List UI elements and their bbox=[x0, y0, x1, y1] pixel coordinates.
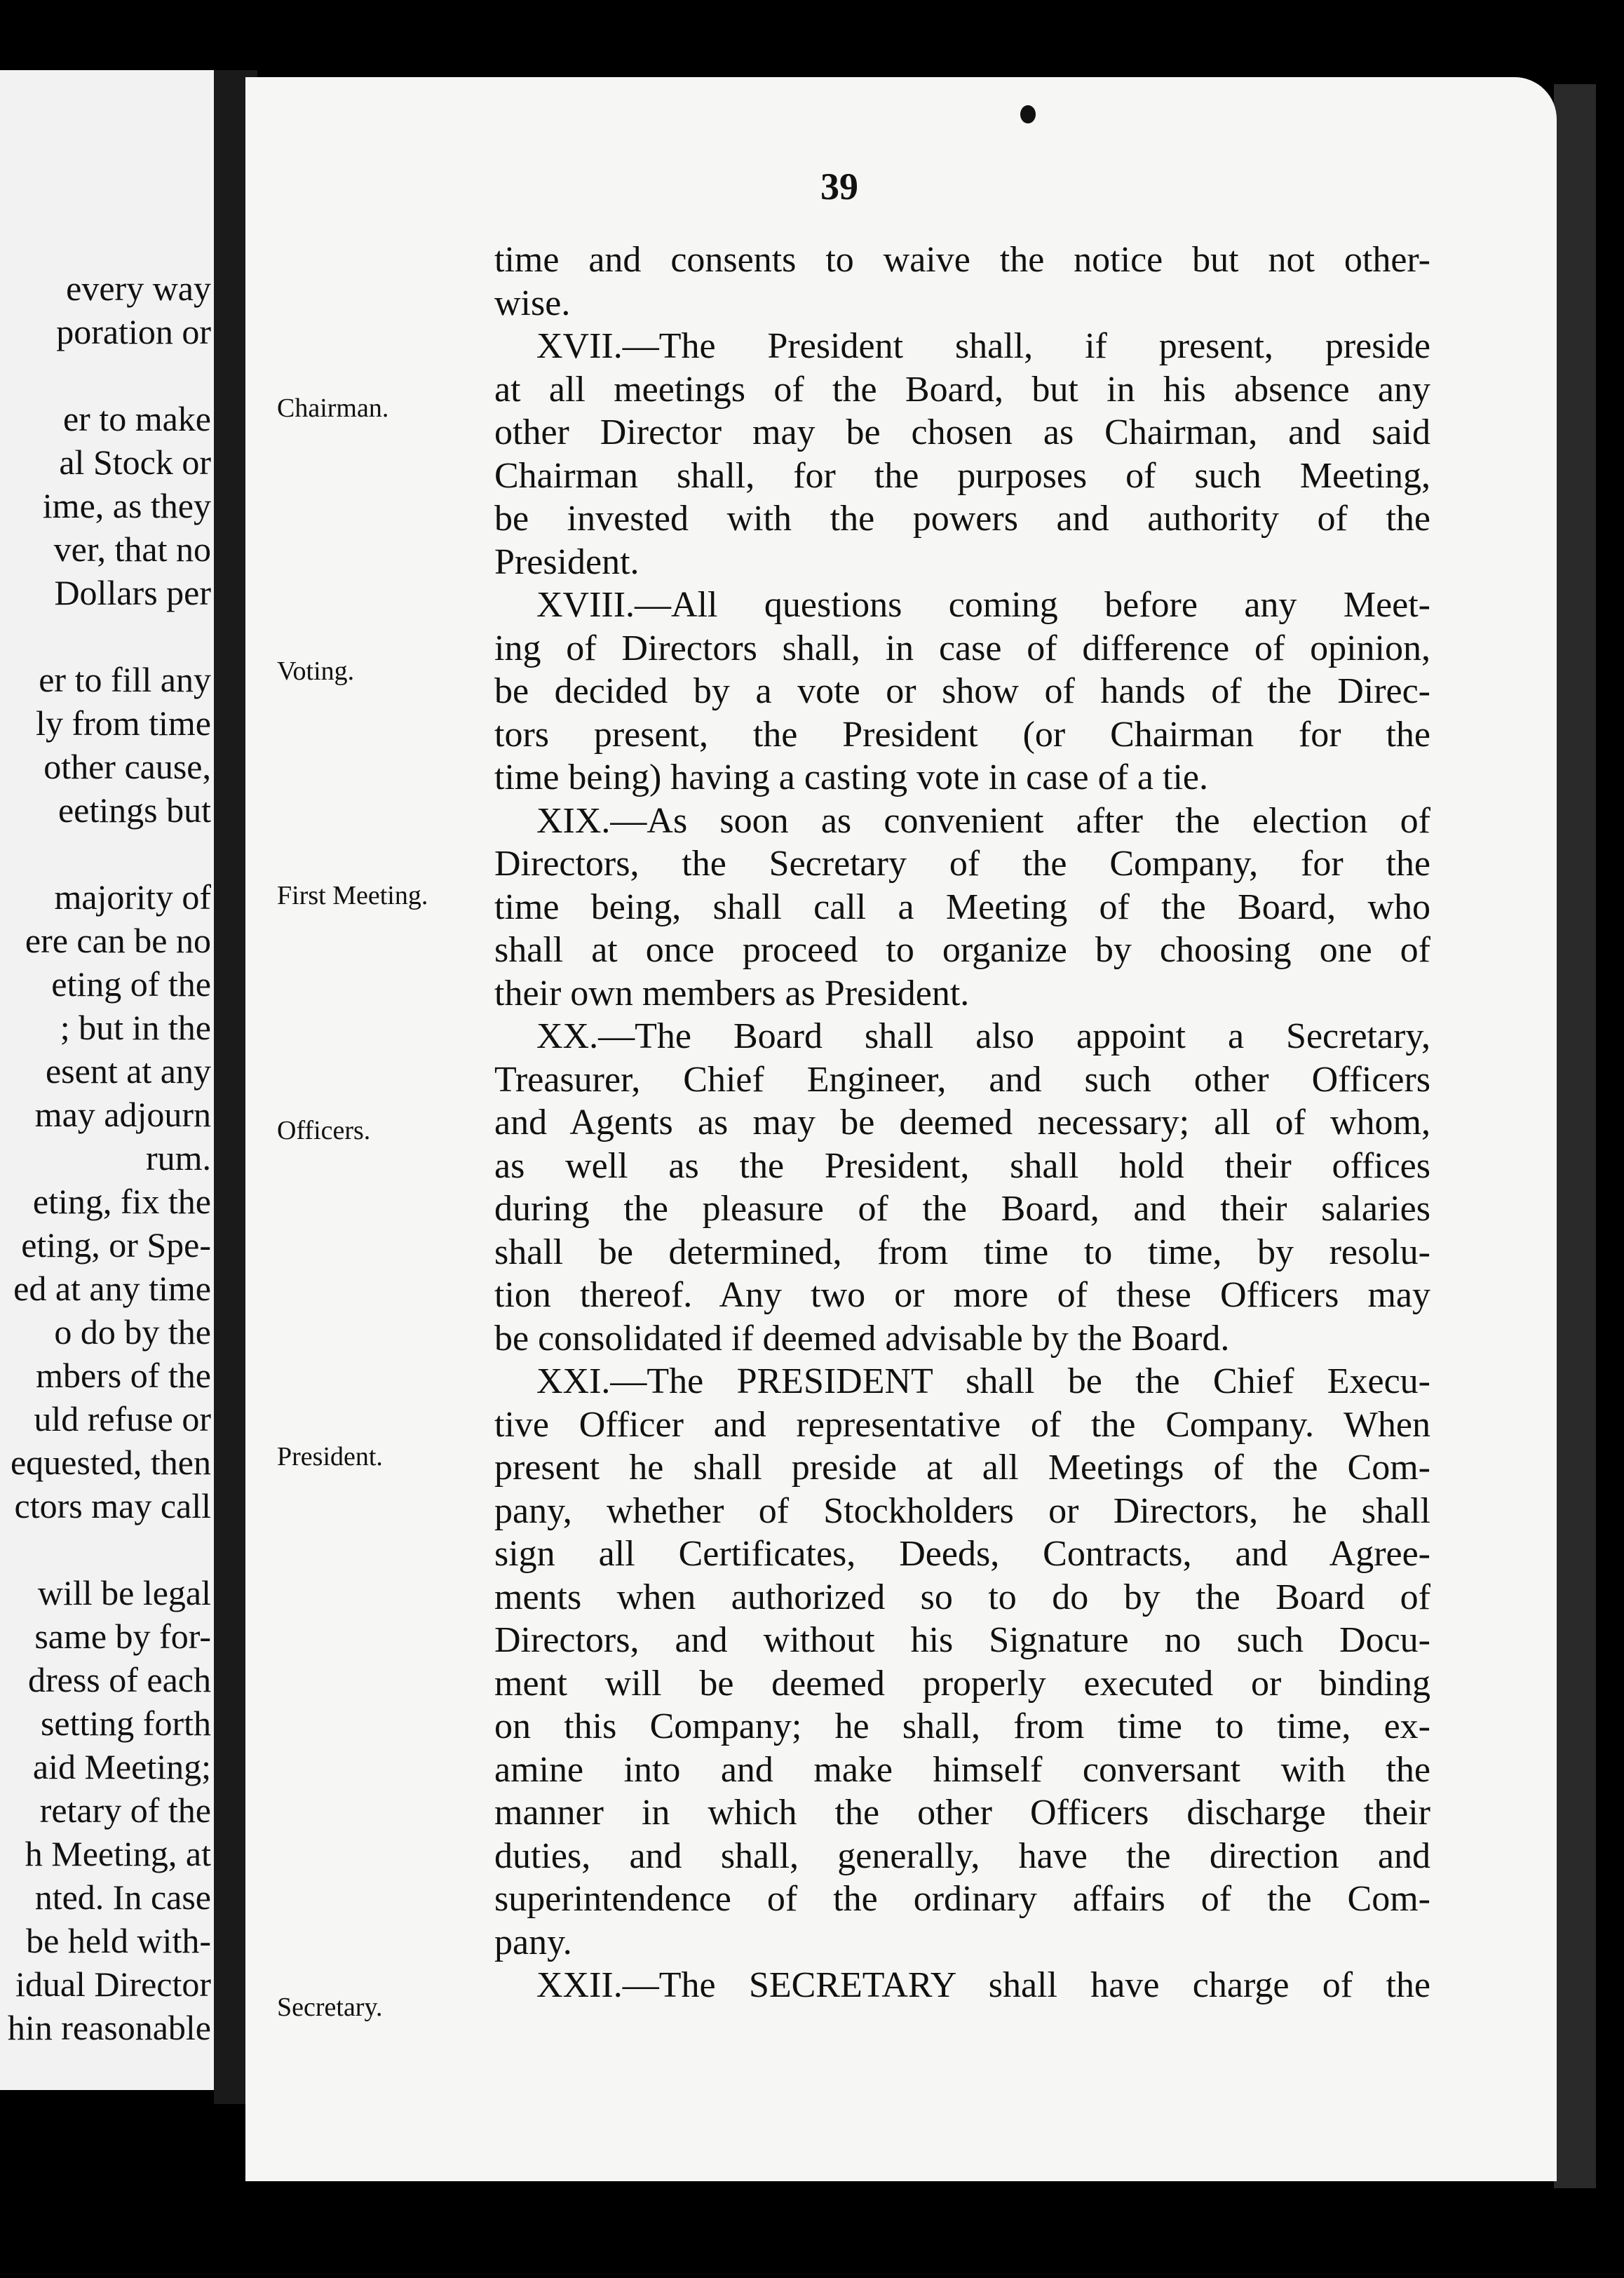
facing-line: idual Director bbox=[15, 1964, 211, 2004]
text-line: ments when authorized so to do by the Board of bbox=[494, 1577, 1430, 1617]
facing-line: be held with- bbox=[26, 1921, 211, 1960]
facing-line: h Meeting, at bbox=[25, 1834, 211, 1873]
margin-note-president: President. bbox=[277, 1442, 383, 1471]
text-line: at all meetings of the Board, but in his absence any bbox=[494, 369, 1430, 410]
facing-line: eetings but bbox=[57, 790, 211, 830]
text-line: wise. bbox=[494, 283, 571, 323]
facing-line: eting of the bbox=[51, 964, 211, 1004]
facing-line: mbers of the bbox=[36, 1356, 211, 1395]
text-line: Directors, and without his Signature no such Docu- bbox=[494, 1620, 1430, 1660]
text-line: Treasurer, Chief Engineer, and such other Officers bbox=[494, 1059, 1430, 1100]
text-line: manner in which the other Officers discharge their bbox=[494, 1793, 1430, 1833]
margin-note-voting: Voting. bbox=[277, 656, 355, 686]
text-line: pany, whether of Stockholders or Directors, he shall bbox=[494, 1490, 1430, 1531]
text-line: amine into and make himself conversant with the bbox=[494, 1749, 1430, 1790]
facing-line: ere can be no bbox=[25, 921, 211, 960]
margin-note-chairman: Chairman. bbox=[277, 393, 389, 423]
facing-line: setting forth bbox=[40, 1704, 211, 1743]
text-line: on this Company; he shall, from time to time, ex- bbox=[494, 1706, 1430, 1746]
text-line: tive Officer and representative of the Company. When bbox=[494, 1404, 1430, 1445]
margin-note-first-meeting: First Meeting. bbox=[277, 881, 428, 910]
text-line: ment will be deemed properly executed or binding bbox=[494, 1663, 1430, 1704]
text-line: and Agents as may be deemed necessary; all of whom, bbox=[494, 1103, 1430, 1143]
facing-line: majority of bbox=[54, 877, 211, 917]
text-line: ing of Directors shall, in case of difference of opinion, bbox=[494, 628, 1430, 668]
section-heading-line: XXI.—The PRESIDENT shall be the Chief Execu- bbox=[536, 1361, 1430, 1401]
text-line: be invested with the powers and authority of the bbox=[494, 499, 1430, 539]
text-line: their own members as President. bbox=[494, 973, 970, 1013]
facing-line: ly from time bbox=[36, 703, 211, 743]
text-line: other Director may be chosen as Chairman, and said bbox=[494, 412, 1430, 452]
facing-line: ver, that no bbox=[53, 530, 211, 569]
page-number: 39 bbox=[820, 166, 858, 208]
facing-line: nted. In case bbox=[34, 1878, 211, 1917]
text-line: shall at once proceed to organize by choosing one of bbox=[494, 930, 1430, 970]
facing-page-text bbox=[0, 267, 214, 2049]
text-line: be decided by a vote or show of hands of the Direc- bbox=[494, 671, 1430, 711]
page-edge bbox=[1554, 84, 1596, 2188]
section-heading-line: XIX.—As soon as convenient after the election of bbox=[536, 800, 1430, 841]
facing-gap bbox=[0, 614, 214, 658]
facing-line: ime, as they bbox=[42, 486, 211, 525]
facing-line: ; but in the bbox=[60, 1008, 211, 1047]
facing-line: Dollars per bbox=[54, 573, 211, 612]
facing-line: poration or bbox=[56, 312, 211, 351]
facing-line: eting, fix the bbox=[32, 1182, 211, 1221]
facing-gap bbox=[0, 832, 214, 875]
section-heading-line: XVII.—The President shall, if present, preside bbox=[536, 326, 1430, 366]
section-heading-line: XX.—The Board shall also appoint a Secretary, bbox=[536, 1016, 1430, 1056]
facing-line: will be legal bbox=[37, 1573, 211, 1612]
text-line: time and consents to waive the notice but not other- bbox=[494, 240, 1430, 280]
facing-line: dress of each bbox=[28, 1660, 211, 1699]
text-line: pany. bbox=[494, 1922, 572, 1962]
facing-gap bbox=[0, 1528, 214, 1571]
ink-spot bbox=[1020, 105, 1036, 123]
facing-line: rum. bbox=[145, 1138, 211, 1178]
facing-line: esent at any bbox=[45, 1051, 211, 1091]
text-line: present he shall preside at all Meetings of the Com- bbox=[494, 1448, 1430, 1488]
facing-line: every way bbox=[66, 269, 211, 308]
facing-line: aid Meeting; bbox=[32, 1747, 211, 1786]
page-body bbox=[494, 238, 1430, 2007]
text-line: during the pleasure of the Board, and their salaries bbox=[494, 1189, 1430, 1229]
facing-line: er to fill any bbox=[39, 660, 211, 699]
text-line: superintendence of the ordinary affairs of the Com- bbox=[494, 1879, 1430, 1919]
text-line: time being, shall call a Meeting of the Board, who bbox=[494, 887, 1430, 927]
facing-line: retary of the bbox=[39, 1791, 211, 1830]
facing-page bbox=[0, 70, 214, 2090]
facing-line: al Stock or bbox=[59, 443, 211, 482]
text-line: sign all Certificates, Deeds, Contracts, and Agree- bbox=[494, 1534, 1430, 1574]
section-heading-line: XXII.—The SECRETARY shall have charge of the bbox=[536, 1965, 1430, 2005]
text-line: tors present, the President (or Chairman for the bbox=[494, 714, 1430, 755]
facing-gap bbox=[0, 353, 214, 397]
facing-line: may adjourn bbox=[34, 1095, 211, 1134]
facing-line: same by for- bbox=[34, 1617, 211, 1656]
margin-note-officers: Officers. bbox=[277, 1116, 371, 1145]
facing-line: ed at any time bbox=[13, 1269, 211, 1308]
text-line: President. bbox=[494, 541, 640, 582]
facing-line: er to make bbox=[62, 399, 211, 438]
text-line: Chairman shall, for the purposes of such Meeting, bbox=[494, 455, 1430, 496]
facing-line: ctors may call bbox=[14, 1486, 211, 1525]
text-line: Directors, the Secretary of the Company, for the bbox=[494, 844, 1430, 884]
text-line: time being) having a casting vote in case of a tie. bbox=[494, 757, 1208, 797]
text-line: duties, and shall, generally, have the direction and bbox=[494, 1835, 1430, 1876]
facing-line: eting, or Spe- bbox=[21, 1225, 211, 1265]
facing-line: o do by the bbox=[54, 1312, 211, 1352]
facing-line: hin reasonable bbox=[7, 2008, 211, 2047]
text-line: as well as the President, shall hold their offices bbox=[494, 1145, 1430, 1186]
facing-line: uld refuse or bbox=[34, 1399, 211, 1438]
facing-line: other cause, bbox=[43, 747, 211, 786]
text-line: tion thereof. Any two or more of these Officers may bbox=[494, 1275, 1430, 1315]
facing-line: equested, then bbox=[10, 1443, 211, 1482]
text-line: be consolidated if deemed advisable by the Board. bbox=[494, 1318, 1230, 1359]
margin-note-secretary: Secretary. bbox=[277, 1993, 383, 2022]
text-line: shall be determined, from time to time, by resolu- bbox=[494, 1232, 1430, 1272]
section-heading-line: XVIII.—All questions coming before any Meet- bbox=[536, 585, 1430, 625]
